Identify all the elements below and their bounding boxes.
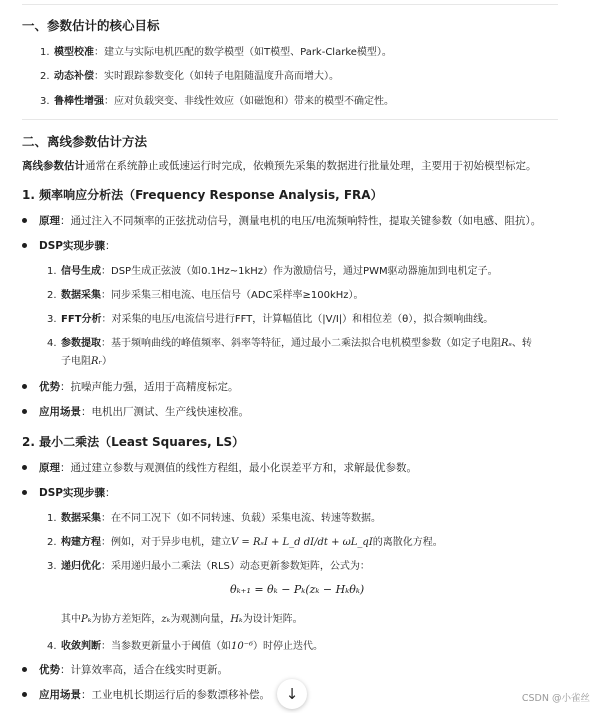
watermark: CSDN @小雀丝 bbox=[521, 693, 590, 704]
fra-advantage: 优势：抗噪声能力强，适用于高精度标定。 bbox=[22, 379, 239, 394]
fra-title: 1. 频率响应分析法（Frequency Response Analysis, FRA） bbox=[22, 188, 383, 202]
ls-step-4: 4. 收敛判断：当参数更新量小于阈值（如10⁻⁶）时停止迭代。 bbox=[47, 641, 324, 652]
s1-item-1: 1. 模型校准：建立与实际电机匹配的数学模型（如T模型、Park-Clarke模型）。 bbox=[40, 47, 392, 58]
s1-item-3: 3. 鲁棒性增强：应对负载突变、非线性效应（如磁饱和）带来的模型不确定性。 bbox=[40, 96, 394, 107]
divider bbox=[22, 4, 558, 5]
rls-formula: θₖ₊₁ = θₖ − Pₖ(zₖ − Hₖθₖ) bbox=[230, 583, 365, 596]
fra-principle: 原理：通过注入不同频率的正弦扰动信号，测量电机的电压/电流频响特性，提取关键参数（如电感、阻抗）。 bbox=[22, 213, 541, 228]
fra-application: 应用场景：电机出厂测试、生产线快速校准。 bbox=[22, 404, 249, 419]
section-2-intro: 离线参数估计通常在系统静止或低速运行时完成，依赖预先采集的数据进行批量处理，主要用于初始模型标定。 bbox=[22, 160, 537, 172]
fra-steps-title: DSP实现步骤： bbox=[22, 238, 115, 253]
ls-advantage: 优势：计算效率高，适合在线实时更新。 bbox=[22, 662, 228, 677]
scroll-down-button[interactable] bbox=[277, 679, 307, 709]
bullet-icon bbox=[22, 465, 27, 470]
fra-step-2: 2. 数据采集：同步采集三相电流、电压信号（ADC采样率≥100kHz）。 bbox=[47, 290, 364, 301]
bullet-icon bbox=[22, 218, 27, 223]
section-2-title: 二、离线参数估计方法 bbox=[22, 134, 148, 149]
ls-step-2: 2. 构建方程：例如，对于异步电机，建立V = RₛI + L_d dI/dt + ωL_qI的离散化方程。 bbox=[47, 537, 443, 548]
divider bbox=[22, 119, 558, 120]
ls-where: 其中Pₖ为协方差矩阵，zₖ为观测向量，Hₖ为设计矩阵。 bbox=[61, 614, 303, 625]
bullet-icon bbox=[22, 692, 27, 697]
bullet-icon bbox=[22, 409, 27, 414]
fra-step-4: 4. 参数提取：基于频响曲线的峰值频率、斜率等特征，通过最小二乘法拟合电机模型参数（如定子电阻Rₛ、转 bbox=[47, 338, 532, 349]
fra-step-1: 1. 信号生成：DSP生成正弦波（如0.1Hz~1kHz）作为激励信号，通过PWM驱动器施加到电机定子。 bbox=[47, 266, 498, 277]
bullet-icon bbox=[22, 667, 27, 672]
ls-steps-title: DSP实现步骤： bbox=[22, 485, 115, 500]
ls-title: 2. 最小二乘法（Least Squares, LS） bbox=[22, 435, 245, 449]
ls-principle: 原理：通过建立参数与观测值的线性方程组，最小化误差平方和，求解最优参数。 bbox=[22, 460, 417, 475]
fra-step-4-cont: 子电阻Rᵣ） bbox=[61, 356, 113, 367]
section-1-title: 一、参数估计的核心目标 bbox=[22, 18, 160, 33]
s1-item-2: 2. 动态补偿：实时跟踪参数变化（如转子电阻随温度升高而增大）。 bbox=[40, 71, 339, 82]
ls-step-3: 3. 递归优化：采用递归最小二乘法（RLS）动态更新参数矩阵，公式为： bbox=[47, 561, 370, 572]
arrow-down-icon: ↓ bbox=[285, 685, 299, 703]
ls-step-1: 1. 数据采集：在不同工况下（如不同转速、负载）采集电流、转速等数据。 bbox=[47, 513, 381, 524]
bullet-icon bbox=[22, 490, 27, 495]
ls-application: 应用场景：工业电机长期运行后的参数漂移补偿。 bbox=[22, 687, 270, 702]
bullet-icon bbox=[22, 243, 27, 248]
bullet-icon bbox=[22, 384, 27, 389]
fra-step-3: 3. FFT分析：对采集的电压/电流信号进行FFT，计算幅值比（|V/I|）和相位差（θ），拟合频响曲线。 bbox=[47, 314, 494, 325]
